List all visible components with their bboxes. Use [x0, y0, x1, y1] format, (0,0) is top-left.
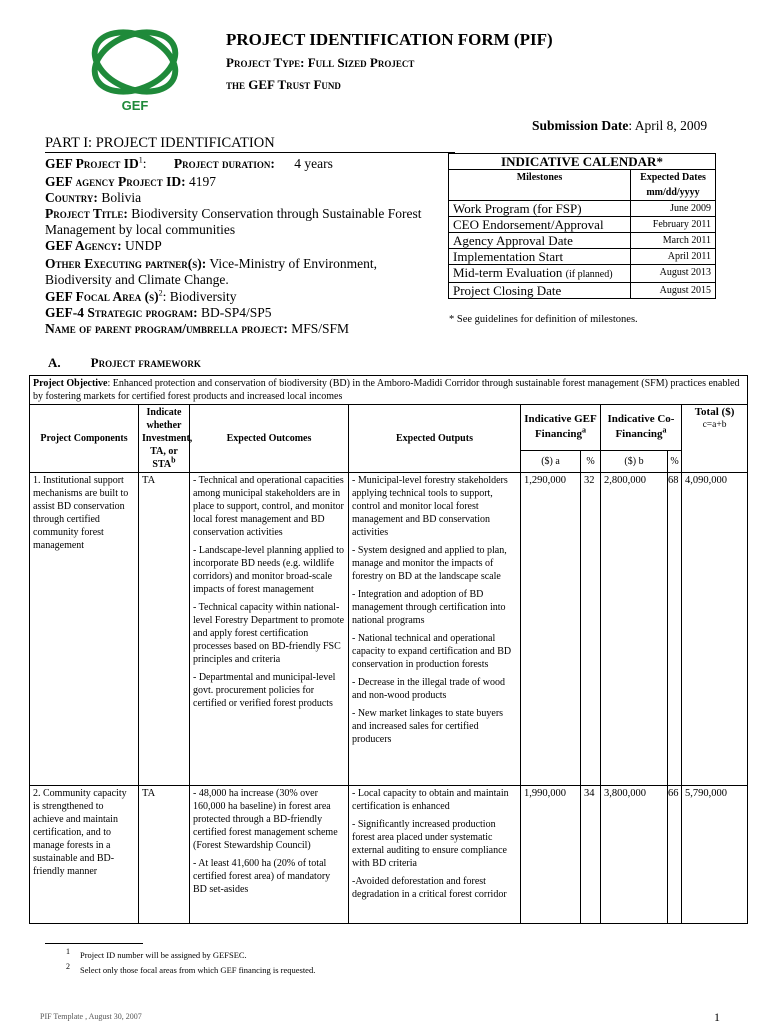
gef-agency-value: UNDP [125, 238, 162, 253]
logo-text: GEF [121, 98, 149, 113]
outcome-item: - Landscape-level planning applied to incorporate BD needs (e.g. wildlife corridors) and monitor broad-scale impacts of forest management [193, 545, 345, 595]
country-line [45, 190, 445, 206]
footnote-2-text: Select only those focal areas from which GEF financing is requested. [80, 965, 316, 975]
calendar-col-dates: Expected Dates mm/dd/yyyy [631, 170, 716, 201]
output-item: - Integration and adoption of BD management through certification into national programs [352, 589, 506, 626]
section-a-letter: A. [48, 355, 61, 370]
calendar-row [449, 249, 716, 265]
gef-pct-cell: 32 [581, 473, 601, 786]
agency-id-value: 4197 [189, 174, 217, 189]
header-gef-financing [521, 405, 601, 451]
output-item: - Local capacity to obtain and maintain certification is enhanced [352, 788, 509, 812]
template-footer: PIF Template , August 30, 2007 [40, 1012, 142, 1021]
project-title-line [45, 206, 445, 238]
cofin-pct-cell: 68 [668, 473, 682, 786]
focal-area-value: Biodiversity [169, 289, 237, 304]
trust-fund: the GEF Trust Fund [226, 77, 341, 92]
header-total [682, 405, 748, 473]
calendar-milestone: CEO Endorsement/Approval [449, 217, 631, 233]
outcome-item: - At least 41,600 ha (20% of total certified forest area) of mandatory BD set-asides [193, 858, 331, 895]
header-cofin-b: ($) b [601, 450, 668, 472]
footnote-2-num: 2 [66, 962, 70, 972]
calendar-row [449, 201, 716, 217]
footnote-2 [66, 962, 316, 975]
table-row [30, 473, 748, 786]
calendar-milestone-note: (if planned) [565, 269, 613, 280]
gef-logo-mark [88, 24, 182, 116]
footnote-1 [66, 947, 247, 960]
other-exec-label: Other Executing partner(s): [45, 256, 207, 271]
gef-project-id-label: GEF Project ID [45, 156, 139, 171]
page-number: 1 [714, 1010, 720, 1024]
strategic-program-line [45, 305, 445, 321]
component-cell: 2. Community capacity is strengthened to achieve and maintain certification, and to manage forests in a sustainable and BD-friendly manner [30, 786, 139, 924]
calendar-milestone: Implementation Start [449, 249, 631, 265]
other-exec-value: Vice-Ministry of Environment, Biodiversity and Climate Change. [45, 256, 377, 287]
strategic-program-value: BD-SP4/SP5 [200, 305, 272, 320]
duration-label: Project duration: [173, 156, 275, 171]
calendar-milestone-text: Mid-term Evaluation [453, 265, 563, 280]
output-item: - System designed and applied to plan, manage and monitor the impacts of forestry on BD at the landscape scale [352, 545, 507, 582]
calendar-row [449, 217, 716, 233]
calendar-row [449, 265, 716, 283]
form-title: PROJECT IDENTIFICATION FORM (PIF) [226, 30, 553, 49]
project-objective [30, 376, 748, 405]
calendar-milestone: Work Program (for FSP) [449, 201, 631, 217]
agency-id-line [45, 174, 445, 190]
calendar-col-milestones: Milestones [449, 170, 631, 201]
project-title-value: Biodiversity Conservation through Sustainable Forest Management by local communities [45, 206, 422, 237]
cofin-amount-cell: 2,800,000 [601, 473, 668, 786]
gef-amount-cell: 1,290,000 [521, 473, 581, 786]
outcome-item: - Technical capacity within national-level Forestry Department to promote and apply forest certification processes based on BD-friendly FSC principles and criteria [193, 602, 345, 665]
header-cofinancing [601, 405, 682, 451]
output-item: - Decrease in the illegal trade of wood and non-wood products [352, 677, 505, 701]
submission-date [532, 118, 707, 134]
calendar-row [449, 283, 716, 299]
submission-date-value: : April 8, 2009 [628, 118, 708, 133]
part1-heading: PART I: PROJECT IDENTIFICATION [45, 135, 455, 153]
section-a-heading [48, 355, 201, 371]
header-gef-text: Indicative GEF Financing [524, 413, 597, 441]
calendar-title: INDICATIVE CALENDAR* [449, 154, 716, 170]
calendar-row [449, 233, 716, 249]
calendar-date: April 2011 [631, 249, 716, 265]
type-cell: TA [139, 786, 190, 924]
gef-pct-cell: 34 [581, 786, 601, 924]
header-gef-sup: a [582, 425, 587, 435]
country-label: Country: [45, 190, 98, 205]
table-row [30, 786, 748, 924]
header-total-text: Total ($) [694, 406, 735, 418]
type-cell: TA [139, 473, 190, 786]
cofin-amount-cell: 3,800,000 [601, 786, 668, 924]
calendar-date: June 2009 [631, 201, 716, 217]
output-item: - New market linkages to state buyers and increased sales for certified producers [352, 708, 504, 745]
calendar-date: August 2015 [631, 283, 716, 299]
header-indicate [139, 405, 193, 473]
gef-agency-line [45, 238, 445, 254]
footnote-ref-2: 2 [158, 288, 163, 298]
header-outcomes: Expected Outcomes [190, 405, 349, 473]
header-total-sub: c=a+b [702, 420, 727, 430]
footnote-divider [45, 943, 143, 944]
duration-value: 4 years [294, 156, 333, 171]
gef-project-id-line: GEF Project $ID^1$: Project duration: 4 years [45, 155, 333, 171]
footnote-1-text: Project ID number will be assigned by GEFSEC. [80, 950, 247, 960]
output-item: -Avoided deforestation and forest degradation in a critical forest corridor [352, 876, 507, 900]
calendar-milestone [449, 265, 631, 283]
focal-area-line: GEF Focal Area $(s)^2$: Biodiversity [45, 288, 237, 304]
outcomes-cell [190, 786, 349, 924]
country-value: Bolivia [101, 190, 142, 205]
outcomes-cell [190, 473, 349, 786]
header-outputs: Expected Outputs [349, 405, 521, 473]
submission-date-label: Submission Date [532, 118, 629, 133]
parent-program-value: MFS/SFM [291, 321, 349, 336]
outputs-cell [349, 473, 521, 786]
outputs-cell [349, 786, 521, 924]
calendar-milestone: Agency Approval Date [449, 233, 631, 249]
header-cofin-text: Indicative Co-Financing [607, 413, 675, 441]
strategic-program-label: GEF-4 Strategic program: [45, 305, 198, 320]
total-cell: 5,790,000 [682, 786, 748, 924]
header-gef-a: ($) a [521, 450, 581, 472]
header-cofin-sup: a [662, 425, 667, 435]
gef-amount-cell: 1,990,000 [521, 786, 581, 924]
focal-area-label: GEF Focal Area (s) [45, 289, 159, 304]
project-title-label: Project Title: [45, 206, 128, 221]
outcome-item: - Departmental and municipal-level govt. procurement policies for certified or verified forest products [193, 672, 336, 709]
project-type: Project Type: Full Sized Project [226, 55, 415, 70]
outcome-item: - Technical and operational capacities among municipal stakeholders are in place to support, control, and monitor local forest management and BD conservation activities [193, 475, 344, 538]
gef-logo [88, 24, 182, 116]
calendar-milestone: Project Closing Date [449, 283, 631, 299]
header-components: Project Components [30, 405, 139, 473]
outcome-item: - 48,000 ha increase (30% over 160,000 ha baseline) in forest area protected through a BD-friendly certified forest management scheme (Forest Stewardship Council) [193, 788, 338, 851]
objective-label: Project Objective [33, 378, 108, 389]
parent-program-line [45, 321, 465, 337]
total-cell: 4,090,000 [682, 473, 748, 786]
output-item: - Municipal-level forestry stakeholders applying technical tools to support, control and monitor local forest management and BD conservation activities [352, 475, 508, 538]
header-indicate-text: Indicate whether Investment, TA, or STA [142, 407, 193, 470]
component-cell: 1. Institutional support mechanisms are built to assist BD conservation through certified community forest management [30, 473, 139, 786]
calendar-date: February 2011 [631, 217, 716, 233]
output-item: - Significantly increased production forest area placed under systematic external auditing to ensure compliance with BD criteria [352, 819, 507, 869]
objective-text: : Enhanced protection and conservation of biodiversity (BD) in the Amboro-Madidi Corridor through sustainable forest management (SFM) practices enabled by fostering markets for certified forest products and increased local incomes [33, 378, 740, 402]
indicative-calendar-table [448, 153, 716, 299]
section-a-title: Project framework [90, 355, 201, 370]
parent-program-label: Name of parent program/umbrella project: [45, 321, 288, 336]
agency-id-label: GEF agency Project ID: [45, 174, 186, 189]
footnote-ref-1: 1 [138, 155, 143, 165]
calendar-footnote: * See guidelines for definition of milestones. [449, 314, 638, 325]
header-gef-pct: % [581, 450, 601, 472]
footnote-1-num: 1 [66, 947, 70, 957]
gef-agency-label: GEF Agency: [45, 238, 122, 253]
output-item: - National technical and operational capacity to expand certification and BD conservation in production forests [352, 633, 512, 670]
calendar-date: August 2013 [631, 265, 716, 283]
cofin-pct-cell: 66 [668, 786, 682, 924]
other-exec-line [45, 256, 445, 288]
header-cofin-pct: % [668, 450, 682, 472]
header-indicate-sup: b [171, 455, 176, 465]
calendar-date: March 2011 [631, 233, 716, 249]
project-framework-table [29, 375, 748, 924]
